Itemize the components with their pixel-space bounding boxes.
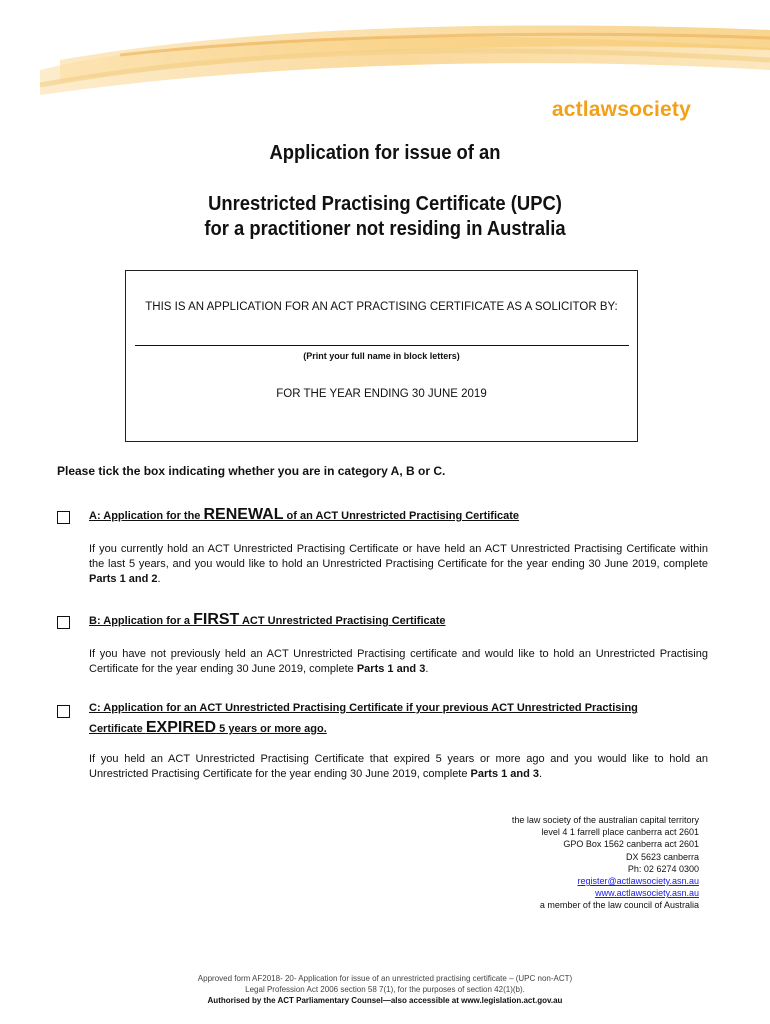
form-title-line2: Unrestricted Practising Certificate (UPC) [208, 193, 562, 215]
full-name-field-line[interactable] [135, 345, 629, 346]
checkbox-category-c[interactable] [57, 705, 70, 718]
email-link[interactable]: register@actlawsociety.asn.au [577, 876, 699, 887]
checkbox-category-a[interactable] [57, 511, 70, 524]
option-a-heading: A: Application for the RENEWAL of an ACT Unrestricted Practising Certificate [89, 506, 520, 523]
footer-legislation: Legal Profession Act 2006 section 58 7(1), for the purposes of section 42(1)(b). [245, 985, 525, 994]
option-a-description: If you currently hold an ACT Unrestricted Practising Certificate or have held an ACT Unrestricted Practising Certificate within the last 5 years, and you would like to hold an Unrestricted Practising Certificate for the year ending 30 June 2019, complete Parts 1 and 2. [89, 543, 708, 585]
option-c-heading: C: Application for an ACT Unrestricted Practising Certificate if your previous ACT Unrestricted Practising Certificate EXPIRED 5 years or more ago. [89, 702, 638, 736]
footer-approved-form: Approved form AF2018- 20- Application for issue of an unrestricted practising certificate – (UPC non-ACT) [197, 974, 573, 983]
application-intro: THIS IS AN APPLICATION FOR AN ACT PRACTISING CERTIFICATE AS A SOLICITOR BY: [145, 301, 618, 313]
header-swoosh-graphic [0, 0, 770, 100]
form-title-line1: Application for issue of an [269, 142, 501, 164]
option-b-description: If you have not previously held an ACT Unrestricted Practising certificate and would like to hold an Unrestricted Practising Certificate for the year ending 30 June 2019, complete Parts 1 and 3. [89, 648, 708, 675]
checkbox-category-b[interactable] [57, 616, 70, 629]
website-link[interactable]: www.actlawsociety.asn.au [595, 888, 699, 899]
society-address: the law society of the australian capital territory level 4 1 farrell place canberra act 2601 GPO Box 1562 canberra act 2601 DX 5623 canberra Ph: 02 6274 0300 register@actlawsociety.asn.au www.actlawsociety.asn.au a member of the law council of Australia [511, 815, 699, 911]
form-title-line3: for a practitioner not residing in Australia [204, 218, 566, 240]
year-ending: FOR THE YEAR ENDING 30 JUNE 2019 [276, 388, 487, 400]
option-c-description: If you held an ACT Unrestricted Practising Certificate that expired 5 years or more ago and you would like to hold an Unrestricted Practising Certificate for the year ending 30 June 2019, complete Parts 1 and 3. [89, 753, 708, 780]
footer-authorised: Authorised by the ACT Parliamentary Counsel—also accessible at www.legislation.act.gov.au [207, 996, 563, 1005]
category-instruction: Please tick the box indicating whether you are in category A, B or C. [57, 464, 446, 478]
applicant-box [125, 270, 638, 442]
brand-logo: actlawsociety [551, 98, 691, 121]
name-hint: (Print your full name in block letters) [303, 351, 460, 361]
option-b-heading: B: Application for a FIRST ACT Unrestricted Practising Certificate [89, 611, 446, 628]
